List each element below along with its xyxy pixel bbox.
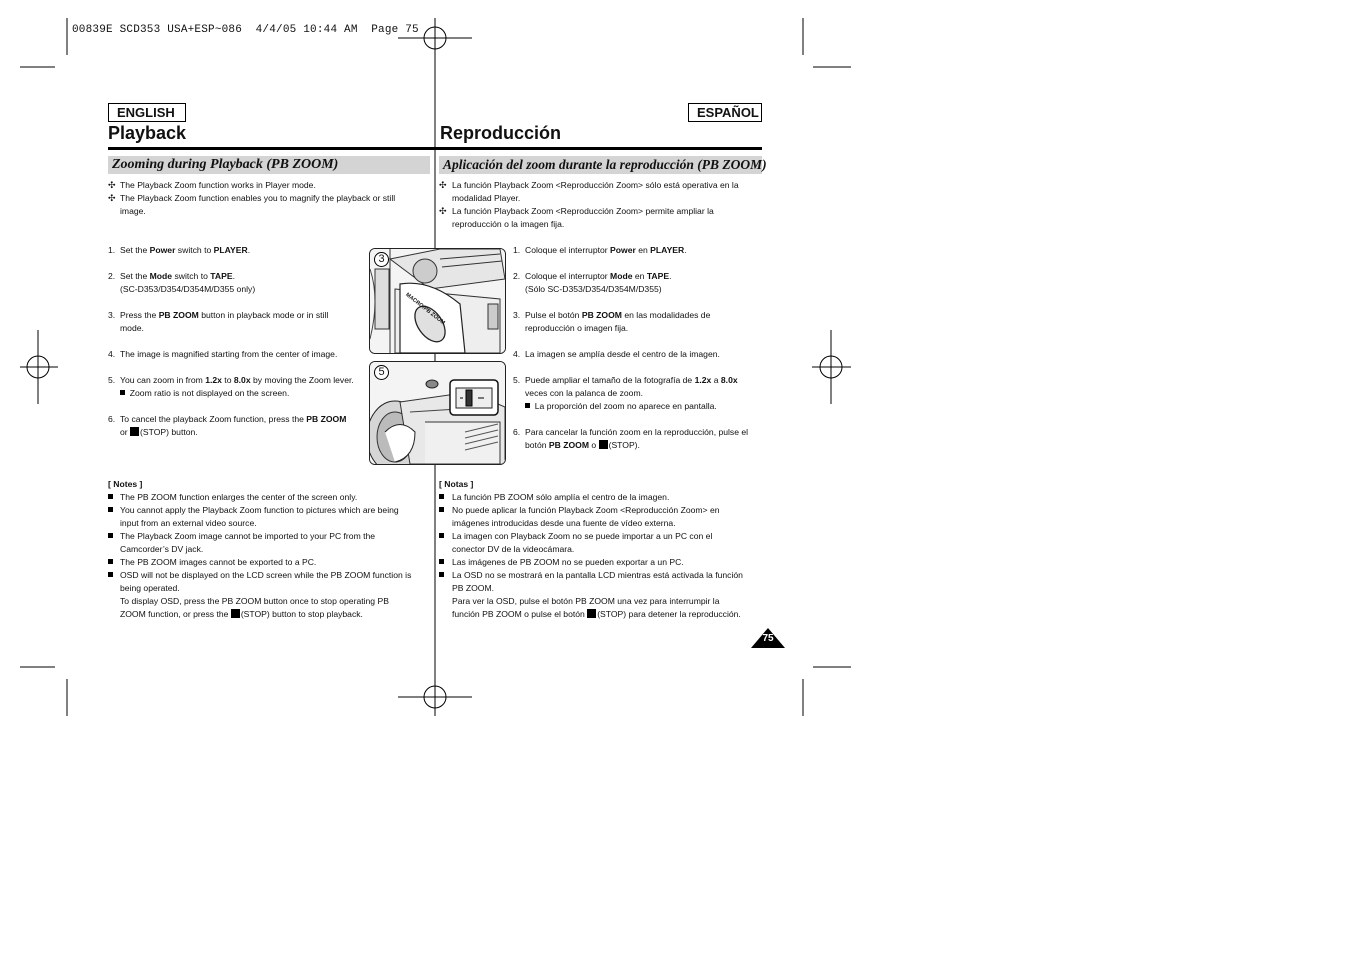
figure-3-illustration (369, 248, 506, 354)
note-item: imágenes introducidas desde una fuente de vídeo externa. (452, 518, 676, 528)
square-bullet-icon (439, 504, 444, 517)
section-title-spanish: Aplicación del zoom durante la reproducción (PB ZOOM) (443, 157, 767, 172)
intro-item: La función Playback Zoom <Reproducción Zoom> sólo está operativa en la (452, 180, 739, 190)
step-number: 3. (108, 310, 116, 320)
step-number: 2. (108, 271, 116, 281)
step-number: 4. (513, 349, 521, 359)
note-item: función PB ZOOM o pulse el botón (STOP) para detener la reproducción. (452, 609, 741, 619)
square-bullet-icon (439, 556, 444, 569)
note-item: OSD will not be displayed on the LCD screen while the PB ZOOM function is (120, 570, 412, 580)
step-1: Coloque el interruptor Power en PLAYER. (525, 245, 687, 255)
note-item: being operated. (120, 583, 180, 593)
cross-bullet-icon: ✣ (439, 206, 447, 216)
cross-bullet-icon: ✣ (439, 180, 447, 190)
figure-5-illustration (369, 361, 506, 465)
intro-item: The Playback Zoom function works in Player mode. (120, 180, 316, 190)
page-title-spanish: Reproducción (440, 123, 562, 143)
step-number: 5. (108, 375, 116, 385)
cross-bullet-icon: ✣ (108, 193, 116, 203)
figure-5-number: 5 (374, 365, 389, 380)
step-number: 6. (108, 414, 116, 424)
espanol-label: ESPAÑOL (688, 103, 762, 122)
page-title-english: Playback (108, 123, 187, 143)
step-3: Pulse el botón PB ZOOM en las modalidades de (525, 310, 711, 320)
step-number: 1. (108, 245, 116, 255)
square-bullet-icon (108, 530, 113, 543)
step-5-sub: Zoom ratio is not displayed on the screen. (120, 387, 289, 400)
step-number: 4. (108, 349, 116, 359)
step-6: Para cancelar la función zoom en la reproducción, pulse el (525, 427, 749, 437)
notes-label: [ Notas ] (439, 479, 474, 489)
macro-pb-zoom-label: MACRO/PB ZOOM (404, 292, 446, 327)
figure-3-number: 3 (374, 252, 389, 267)
step-1: Set the Power switch to PLAYER. (120, 245, 251, 255)
print-header: 00839E SCD353 USA+ESP~086 4/4/05 10:44 AM Page 75 (72, 24, 419, 36)
note-item: The PB ZOOM function enlarges the center of the screen only. (120, 492, 358, 502)
stop-icon (231, 609, 240, 618)
square-bullet-icon (439, 569, 444, 582)
note-item: The PB ZOOM images cannot be exported to a PC. (120, 557, 317, 567)
stop-icon (587, 609, 596, 618)
intro-item: reproducción o la imagen fija. (452, 219, 565, 229)
stop-icon (130, 427, 139, 436)
notes-label: [ Notes ] (108, 479, 143, 489)
step-6-cont: or (STOP) button. (120, 427, 198, 437)
step-number: 6. (513, 427, 521, 437)
step-5: Puede ampliar el tamaño de la fotografía de 1.2x a 8.0x (525, 375, 738, 385)
step-number: 3. (513, 310, 521, 320)
square-bullet-icon (120, 390, 125, 395)
square-bullet-icon (108, 491, 113, 504)
note-item: Las imágenes de PB ZOOM no se pueden exportar a un PC. (452, 557, 684, 567)
step-3-cont: mode. (120, 323, 144, 333)
step-2: Coloque el interruptor Mode en TAPE. (525, 271, 672, 281)
step-4: The image is magnified starting from the center of image. (120, 349, 338, 359)
step-2-note: (Sólo SC-D353/D354/D354M/D355) (525, 284, 662, 294)
square-bullet-icon (439, 530, 444, 543)
note-item: The Playback Zoom image cannot be imported to your PC from the (120, 531, 376, 541)
note-item: No puede aplicar la función Playback Zoom <Reproducción Zoom> en (452, 505, 720, 515)
english-label: ENGLISH (108, 103, 186, 122)
step-5: You can zoom in from 1.2x to 8.0x by moving the Zoom lever. (120, 375, 354, 385)
step-3: Press the PB ZOOM button in playback mode or in still (120, 310, 329, 320)
note-item: To display OSD, press the PB ZOOM button once to stop operating PB (120, 596, 389, 606)
intro-item: image. (120, 206, 146, 216)
square-bullet-icon (108, 569, 113, 582)
square-bullet-icon (439, 491, 444, 504)
intro-item: La función Playback Zoom <Reproducción Zoom> permite ampliar la (452, 206, 714, 216)
note-item: input from an external video source. (120, 518, 257, 528)
title-rule (108, 147, 762, 150)
intro-item: modalidad Player. (452, 193, 521, 203)
square-bullet-icon (108, 556, 113, 569)
stop-icon (599, 440, 608, 449)
section-bar-english (108, 156, 430, 174)
cross-bullet-icon: ✣ (108, 180, 116, 190)
camcorder-button-illustration (370, 249, 505, 353)
note-item: La OSD no se mostrará en la pantalla LCD mientras está activada la función (452, 570, 743, 580)
intro-item: The Playback Zoom function enables you to magnify the playback or still (120, 193, 396, 203)
step-3-cont: reproducción o imagen fija. (525, 323, 629, 333)
zoom-lever-illustration (370, 362, 505, 464)
step-6-cont: botón PB ZOOM o (STOP). (525, 440, 640, 450)
section-bar-spanish (439, 156, 767, 174)
note-item: You cannot apply the Playback Zoom function to pictures which are being (120, 505, 399, 515)
step-number: 1. (513, 245, 521, 255)
step-number: 2. (513, 271, 521, 281)
step-5-sub: La proporción del zoom no aparece en pantalla. (525, 400, 717, 413)
section-title-english: Zooming during Playback (PB ZOOM) (112, 157, 339, 172)
square-bullet-icon (525, 403, 530, 408)
note-item: Para ver la OSD, pulse el botón PB ZOOM una vez para interrumpir la (452, 596, 720, 606)
note-item: ZOOM function, or press the (STOP) button to stop playback. (120, 609, 363, 619)
page-number: 75 (762, 633, 774, 644)
note-item: Camcorder’s DV jack. (120, 544, 204, 554)
note-item: conector DV de la videocámara. (452, 544, 575, 554)
note-item: La imagen con Playback Zoom no se puede importar a un PC con el (452, 531, 713, 541)
note-item: La función PB ZOOM sólo amplía el centro de la imagen. (452, 492, 670, 502)
step-6: To cancel the playback Zoom function, press the PB ZOOM (120, 414, 347, 424)
step-number: 5. (513, 375, 521, 385)
square-bullet-icon (108, 504, 113, 517)
note-item: PB ZOOM. (452, 583, 495, 593)
step-5-cont: veces con la palanca de zoom. (525, 388, 643, 398)
step-2: Set the Mode switch to TAPE. (120, 271, 235, 281)
step-4: La imagen se amplía desde el centro de la imagen. (525, 349, 720, 359)
step-2-note: (SC-D353/D354/D354M/D355 only) (120, 284, 256, 294)
